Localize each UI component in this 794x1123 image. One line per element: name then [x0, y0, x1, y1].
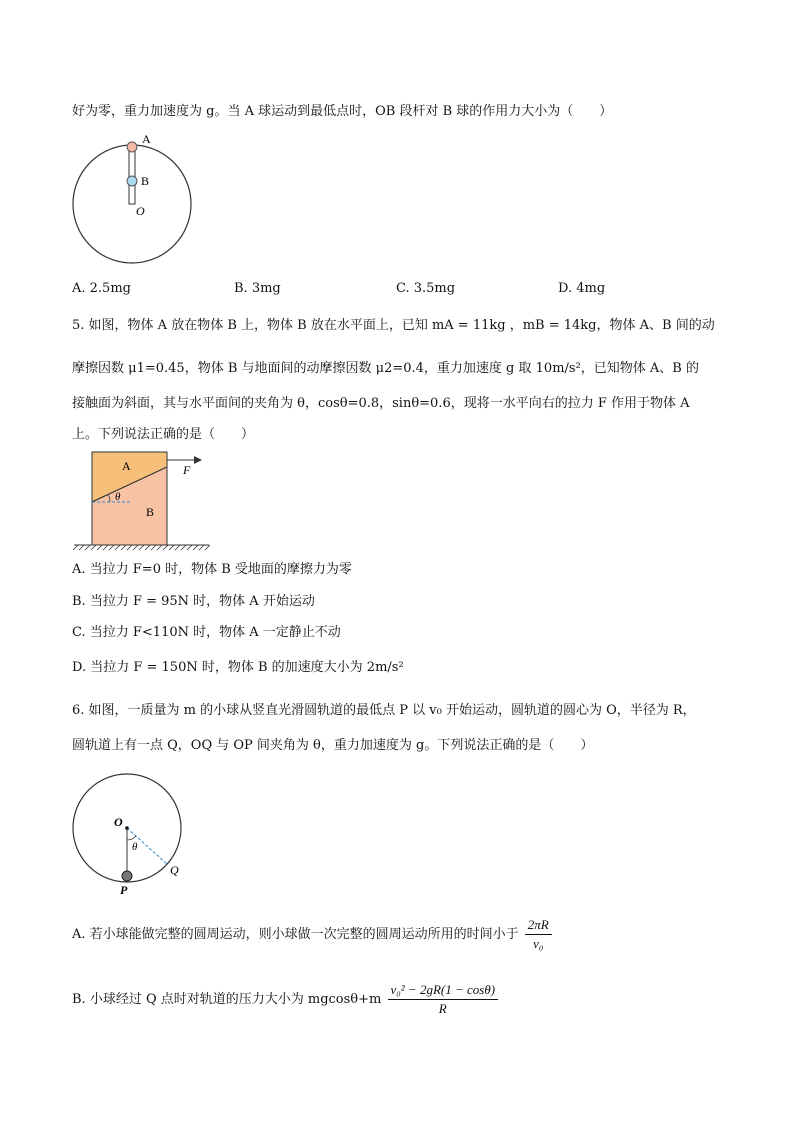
q5-option-d[interactable]: D. 当拉力 F = 150N 时，物体 B 的加速度大小为 2m/s² — [72, 660, 404, 675]
q4-option-c[interactable]: C. 3.5mg — [396, 281, 456, 296]
q6-option-a-text: A. 若小球能做完整的圆周运动，则小球做一次完整的圆周运动所用的时间小于 — [72, 927, 519, 942]
q6-option-b[interactable] — [72, 982, 500, 1017]
q4-option-d[interactable]: D. 4mg — [558, 281, 606, 296]
ball-a — [127, 142, 137, 152]
label-b: B — [141, 174, 150, 188]
q6-figure — [66, 770, 196, 896]
q5-stem-line-2: 摩擦因数 μ1=0.45，物体 B 与地面间的动摩擦因数 μ2=0.4，重力加速度 g 取 10m/s²，已知物体 A、B 的 — [72, 361, 699, 376]
ball-p — [122, 871, 132, 881]
q6-option-b-text: B. 小球经过 Q 点时对轨道的压力大小为 mgcosθ+m — [72, 992, 382, 1007]
force-label: F — [183, 463, 191, 477]
q5-stem-line-4: 上。下列说法正确的是（ ） — [72, 427, 255, 442]
q5-stem-line-1: 5. 如图，物体 A 放在物体 B 上，物体 B 放在水平面上，已知 mA = 11kg ，mB = 14kg，物体 A、B 间的动 — [72, 318, 715, 333]
q4-figure — [66, 128, 206, 268]
theta-label: θ — [115, 491, 121, 503]
ball-b — [127, 176, 137, 186]
q5-option-a[interactable]: A. 当拉力 F=0 时，物体 B 受地面的摩擦力为零 — [72, 562, 352, 577]
q4-stem-line: 好为零，重力加速度为 g。当 A 球运动到最低点时，OB 段杆对 B 球的作用力大小为（ ） — [72, 104, 613, 119]
fraction-numerator: 2πR — [525, 917, 552, 935]
label-o: O — [136, 204, 145, 218]
q4-option-b[interactable]: B. 3mg — [234, 281, 281, 296]
q5-option-b[interactable]: B. 当拉力 F = 95N 时，物体 A 开始运动 — [72, 594, 315, 609]
label-a: A — [142, 132, 151, 146]
q5-stem-line-3: 接触面为斜面，其与水平面间的夹角为 θ，cosθ=0.8，sinθ=0.6，现将一水平向右的拉力 F 作用于物体 A — [72, 396, 690, 411]
label-o: O — [114, 815, 123, 829]
q6-stem-line-1: 6. 如图，一质量为 m 的小球从竖直光滑圆轨道的最低点 P 以 v₀ 开始运动，圆轨道的圆心为 O，半径为 R， — [72, 703, 696, 718]
fraction-numerator: v₀² − 2gR(1 − cosθ) — [388, 982, 499, 1000]
fraction-denominator: v₀ — [533, 936, 544, 951]
q6-option-a-fraction — [525, 917, 552, 952]
q6-stem-line-2: 圆轨道上有一点 Q，OQ 与 OP 间夹角为 θ，重力加速度为 g。下列说法正确的是（ ） — [72, 738, 594, 753]
label-q: Q — [170, 863, 179, 877]
block-b-label: B — [146, 505, 155, 519]
label-p: P — [120, 883, 128, 896]
q5-option-c[interactable]: C. 当拉力 F<110N 时，物体 A 一定静止不动 — [72, 625, 341, 640]
q4-option-a[interactable]: A. 2.5mg — [72, 281, 131, 296]
q6-option-b-fraction — [388, 982, 499, 1017]
block-a-label: A — [122, 459, 131, 473]
label-theta: θ — [132, 841, 138, 853]
q5-figure — [70, 448, 215, 552]
fraction-denominator: R — [438, 1001, 447, 1016]
q6-option-a[interactable] — [72, 917, 554, 952]
